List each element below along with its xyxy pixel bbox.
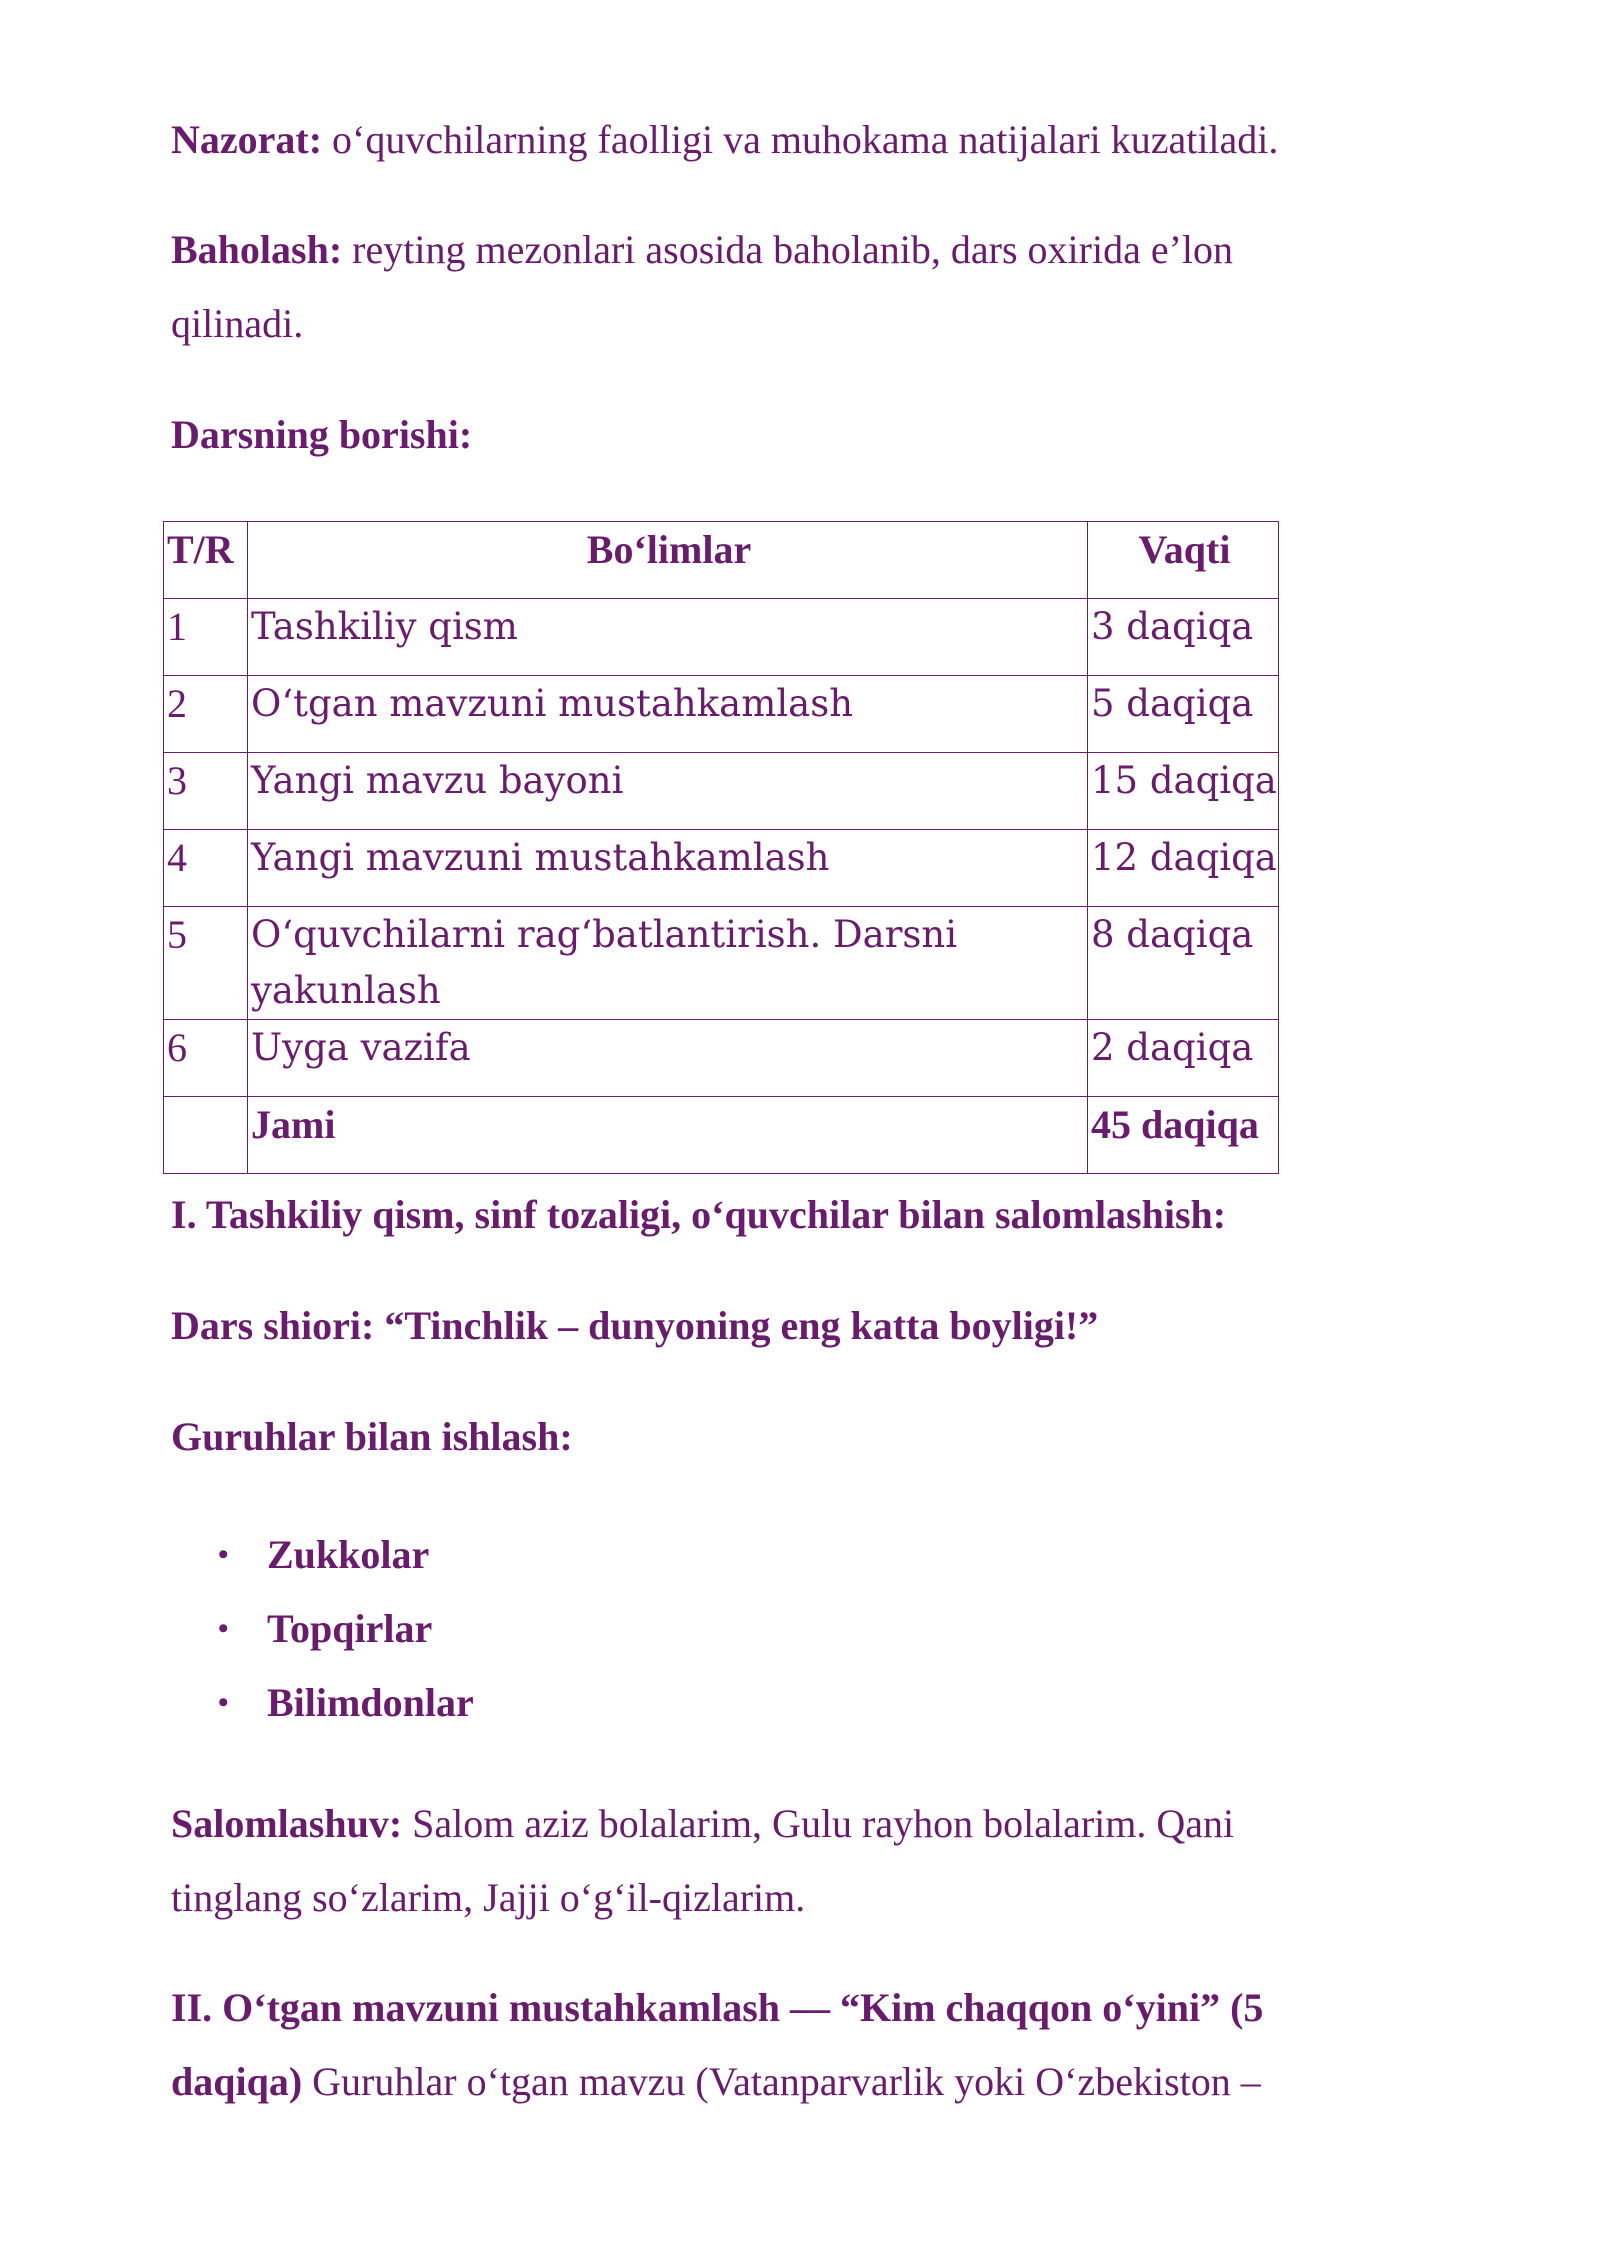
row-number: 4 — [164, 830, 248, 907]
groups-list — [171, 1518, 474, 1740]
guruhlar-heading: Guruhlar bilan ishlash: — [171, 1414, 573, 1459]
row-section: O‘quvchilarni rag‘batlantirish. Darsni yakunlash — [248, 907, 1088, 1020]
row-section: Tashkiliy qism — [248, 599, 1088, 676]
baholash-paragraph — [171, 213, 1331, 361]
section2-text: Guruhlar o‘tgan mavzu (Vatanparvarlik yoki O‘zbekiston – — [302, 2059, 1261, 2104]
table-row — [164, 830, 1279, 907]
salomlashuv-text: Salom aziz bolalarim, Gulu rayhon bolalarim. Qani tinglang so‘zlarim, Jajji o‘g‘il-qizlarim. — [171, 1801, 1235, 1920]
group-name: Topqirlar — [267, 1606, 433, 1651]
table-row — [164, 907, 1279, 1020]
bullet-icon: • — [218, 1538, 229, 1571]
header-bolimlar: Bo‘limlar — [248, 522, 1088, 599]
row-time: 5 daqiqa — [1088, 676, 1279, 753]
row-section: O‘tgan mavzuni mustahkamlash — [248, 676, 1088, 753]
group-name: Bilimdonlar — [267, 1680, 474, 1725]
table-row — [164, 753, 1279, 830]
nazorat-text: o‘quvchilarning faolligi va muhokama natijalari kuzatiladi. — [322, 117, 1279, 162]
salomlashuv-label: Salomlashuv: — [171, 1801, 403, 1846]
nazorat-label: Nazorat: — [171, 117, 323, 162]
section2-label: II. O‘tgan mavzuni mustahkamlash — “Kim chaqqon o‘yini” (5 daqiqa) — [171, 1985, 1264, 2104]
row-number: 5 — [164, 907, 248, 1020]
baholash-label: Baholash: — [171, 227, 343, 272]
row-number: 6 — [164, 1020, 248, 1097]
table-row — [164, 1020, 1279, 1097]
row-number: 2 — [164, 676, 248, 753]
table-header-row — [164, 522, 1279, 599]
baholash-text: reyting mezonlari asosida baholanib, dars oxirida e’lon qilinadi. — [171, 227, 1234, 346]
row-time: 3 daqiqa — [1088, 599, 1279, 676]
row-section: Uyga vazifa — [248, 1020, 1088, 1097]
row-time: 2 daqiqa — [1088, 1020, 1279, 1097]
row-time: 12 daqiqa — [1088, 830, 1279, 907]
total-number — [164, 1097, 248, 1174]
section1-heading: I. Tashkiliy qism, sinf tozaligi, o‘quvchilar bilan salomlashish: — [171, 1192, 1227, 1237]
row-time: 8 daqiqa — [1088, 907, 1279, 1020]
list-item — [171, 1518, 474, 1592]
row-number: 1 — [164, 599, 248, 676]
table-row — [164, 599, 1279, 676]
section2-paragraph — [171, 1971, 1361, 2119]
group-name: Zukkolar — [267, 1532, 430, 1577]
nazorat-paragraph — [171, 103, 1401, 177]
header-vaqti: Vaqti — [1088, 522, 1279, 599]
table-total-row — [164, 1097, 1279, 1174]
bullet-icon: • — [218, 1686, 229, 1719]
total-label: Jami — [248, 1097, 1088, 1174]
dars-shiori: Dars shiori: “Tinchlik – dunyoning eng katta boyligi!” — [171, 1303, 1099, 1348]
row-number: 3 — [164, 753, 248, 830]
table-row — [164, 676, 1279, 753]
row-time: 15 daqiqa — [1088, 753, 1279, 830]
lesson-plan-table — [163, 521, 1279, 1174]
row-section: Yangi mavzu bayoni — [248, 753, 1088, 830]
row-section: Yangi mavzuni mustahkamlash — [248, 830, 1088, 907]
list-item — [171, 1666, 474, 1740]
bullet-icon: • — [218, 1612, 229, 1645]
list-item — [171, 1592, 474, 1666]
header-tr: T/R — [164, 522, 248, 599]
darsning-borishi-heading: Darsning borishi: — [171, 412, 473, 457]
salomlashuv-paragraph — [171, 1787, 1331, 1935]
total-time: 45 daqiqa — [1088, 1097, 1279, 1174]
